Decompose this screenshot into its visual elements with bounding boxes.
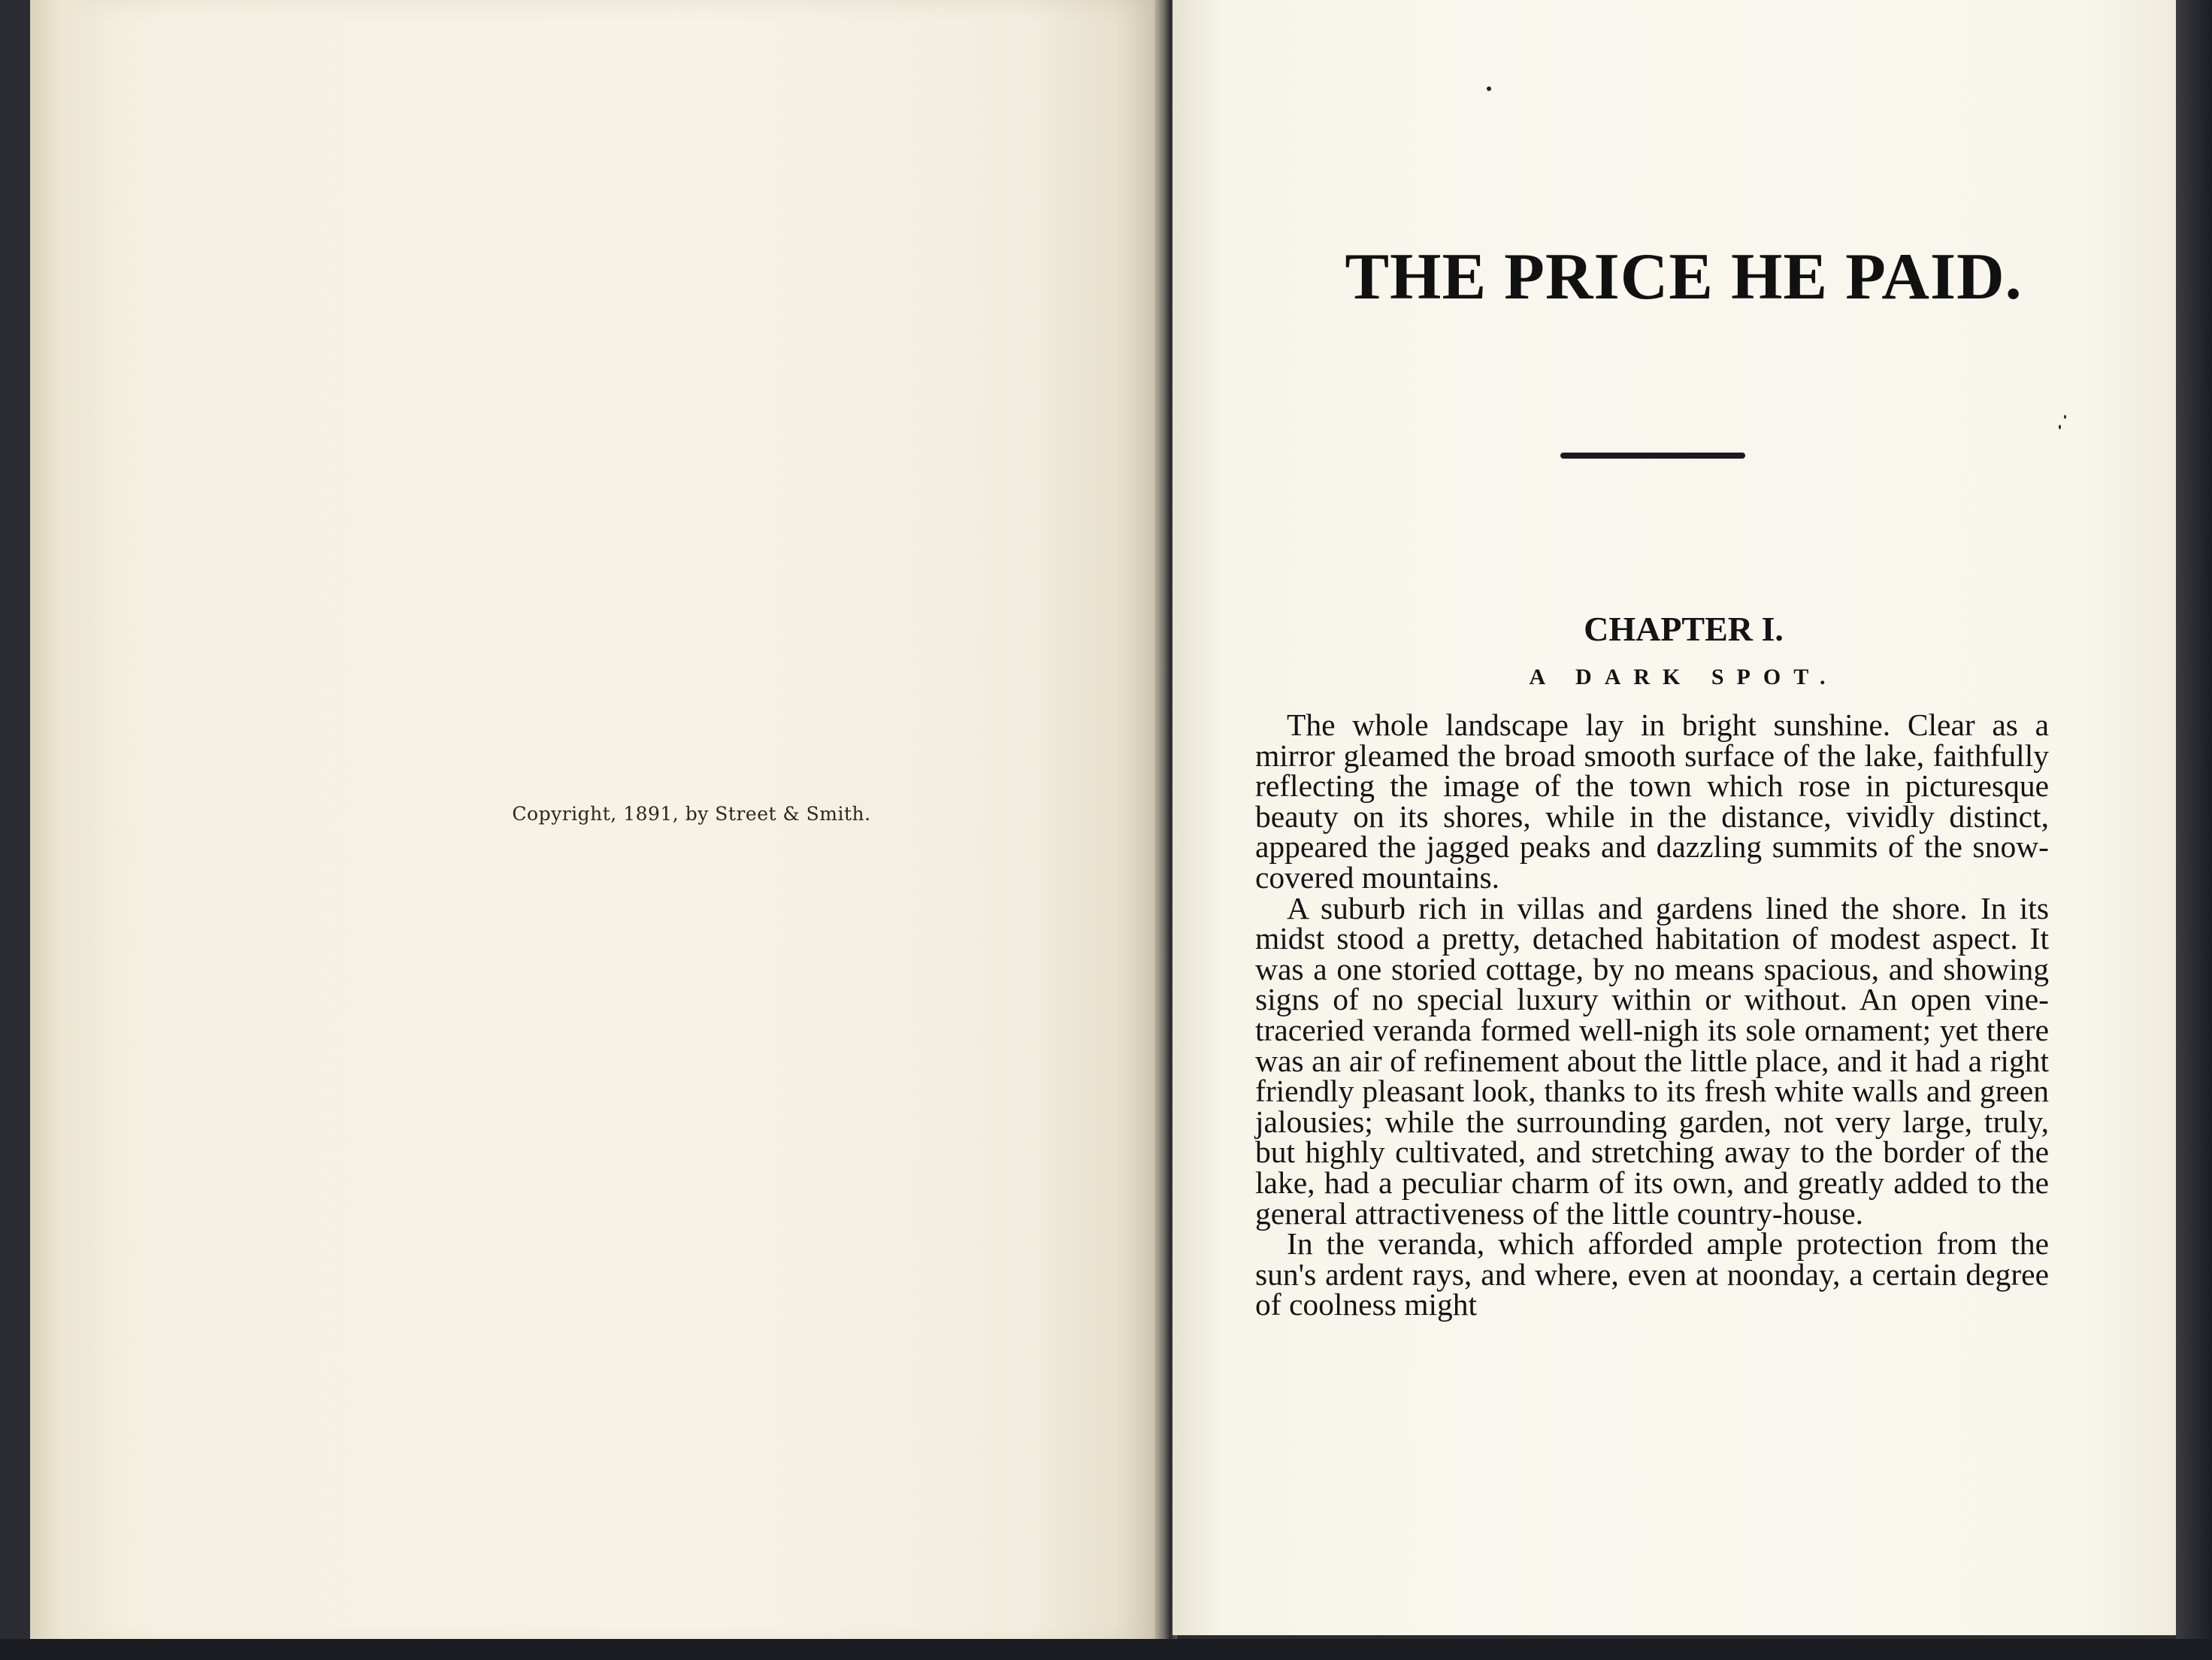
chapter-subtitle: A DARK SPOT. [1529, 665, 1838, 689]
chapter-body-text [1255, 707, 2049, 1322]
print-speck [2059, 425, 2061, 429]
bottom-cover-edge [0, 1639, 2212, 1660]
copyright-notice: Copyright, 1891, by Street & Smith. [512, 803, 871, 825]
paragraph: In the veranda, which afforded ample protection from the sun's ardent rays, and where, even at noonday, a certain degree of coolness might [1255, 1226, 2049, 1322]
right-cover-edge [2176, 0, 2212, 1660]
chapter-heading: CHAPTER I. [1584, 610, 1784, 648]
paragraph: The whole landscape lay in bright sunshine. Clear as a mirror gleamed the broad smooth surface of the lake, faithfully reflecting the image of the town which rose in picturesque beauty on its shores, while in the distance, vividly distinct, appeared the jagged peaks and dazzling summits of the snow-covered mountains. [1255, 707, 2049, 895]
print-speck [1487, 86, 1491, 91]
title-rule [1560, 453, 1745, 459]
print-speck [2064, 415, 2066, 419]
paragraph: A suburb rich in villas and gardens lined the shore. In its midst stood a pretty, detached habitation of modest aspect. It was a one storied cottage, by no means spacious, and showing signs of no special luxury within or without. An open vine-traceried veranda formed well-nigh its sole ornament; yet there was an air of refinement about the little place, and it had a right friendly pleasant look, thanks to its fresh white walls and green jalousies; while the surrounding garden, not very large, truly, but highly cultivated, and stretching away to the border of the lake, had a peculiar charm of its own, and greatly added to the general attractiveness of the little country-house. [1255, 890, 2049, 1231]
book-title: THE PRICE HE PAID. [1345, 241, 2023, 314]
left-page-edge [30, 0, 120, 1646]
